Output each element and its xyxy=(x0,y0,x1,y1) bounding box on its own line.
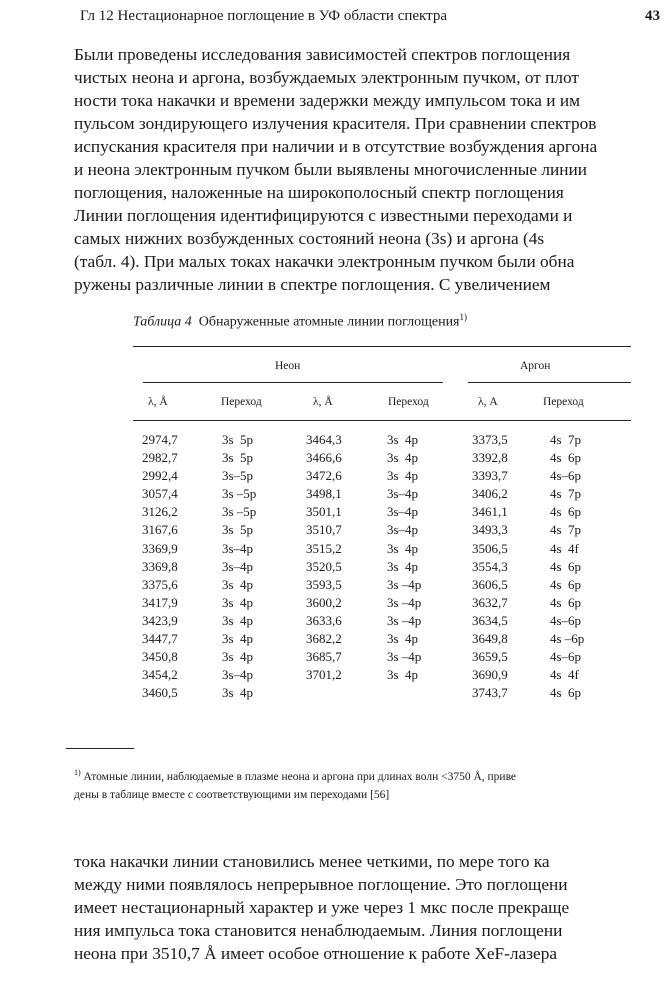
table-cell: 3s–4p xyxy=(387,486,419,502)
table-cell: 3s 4p xyxy=(222,576,254,592)
table-cell: 3s 4p xyxy=(387,450,419,466)
argon-lambda-column xyxy=(472,431,508,702)
table-cell: 3s –4p xyxy=(387,576,422,592)
table-cell: 3s 4p xyxy=(222,649,254,665)
table-cell: 3s 4p xyxy=(222,594,254,610)
page-number: 43 xyxy=(645,8,660,24)
table-caption xyxy=(133,312,467,331)
table-caption-text: Обнаруженные атомные линии поглощения xyxy=(198,314,460,330)
paragraph-bottom xyxy=(74,850,664,965)
table-cell: 3392,8 xyxy=(472,450,508,466)
table-cell: 3s 4p xyxy=(387,667,419,683)
table-cell: 3690,9 xyxy=(472,667,508,683)
table-cell: 3s–4p xyxy=(222,558,254,574)
table-cell: 3369,9 xyxy=(142,540,178,556)
table-cell: 3600,2 xyxy=(306,594,342,610)
footnote-text-1: Атомные линии, наблюдаемые в плазме неона и аргона при длинах волн <3750 Å, приве xyxy=(83,770,517,783)
table-cell: 4s 6p xyxy=(550,594,582,610)
table-cell: 4s 6p xyxy=(550,504,582,520)
table-cell: 4s 4f xyxy=(550,540,579,556)
table-cell: 3447,7 xyxy=(142,631,178,647)
argon-transition-column xyxy=(550,431,584,702)
table-cell: 4s 6p xyxy=(550,558,582,574)
table-cell: 4s–6p xyxy=(550,612,582,628)
table-cell: 3s –4p xyxy=(387,649,422,665)
argon-group-rule xyxy=(468,382,631,383)
table-cell: 4s–6p xyxy=(550,649,582,665)
footnote-line-2: дены в таблице вместе с соответствующими им переходами [56] xyxy=(74,788,390,801)
footnote-mark: 1) xyxy=(74,768,81,777)
paragraph-top xyxy=(74,43,664,296)
col-header-neon-transition-2: Переход xyxy=(388,396,429,408)
table-cell: 2992,4 xyxy=(142,468,178,484)
table-cell: 3s –4p xyxy=(387,612,422,628)
table-cell: 3417,9 xyxy=(142,594,178,610)
table-cell: 3510,7 xyxy=(306,522,342,538)
neon-lambda-column-2 xyxy=(306,431,342,684)
table-cell: 3s 5p xyxy=(222,450,254,466)
table-cell: 3s –5p xyxy=(222,504,257,520)
table-cell: 4s 6p xyxy=(550,576,582,592)
text-line: между ними появлялось непрерывное поглощение. Это поглощени xyxy=(74,875,568,894)
table-caption-note-mark: 1) xyxy=(459,312,467,322)
text-line: неона при 3510,7 Å имеет особое отношение к работе XeF-лазера xyxy=(74,944,558,963)
text-line: (табл. 4). При малых токах накачки электронным пучком были обна xyxy=(74,252,575,271)
neon-transition-column-1 xyxy=(222,431,256,702)
table-cell: 3s–4p xyxy=(222,540,254,556)
text-line: имеет нестационарный характер и уже через 1 мкс после прекраще xyxy=(74,898,570,917)
table-cell: 3520,5 xyxy=(306,558,342,574)
table-cell: 3682,2 xyxy=(306,631,342,647)
table-cell: 3685,7 xyxy=(306,649,342,665)
text-line: самых нижних возбужденных состояний неона (3s) и аргона (4s xyxy=(74,229,545,248)
table-cell: 2974,7 xyxy=(142,432,178,447)
text-line: ности тока накачки и времени задержки между импульсом тока и им xyxy=(74,91,581,110)
table-cell: 3s 4p xyxy=(387,540,419,556)
text-line: Линии поглощения идентифицируются с известными переходами и xyxy=(74,206,573,225)
table-cell: 3375,6 xyxy=(142,576,178,592)
table-header-rule xyxy=(133,420,631,421)
text-line: ния импульса тока становится ненаблюдаемым. Линия поглощени xyxy=(74,921,563,940)
table-cell: 3126,2 xyxy=(142,504,178,520)
table-cell: 3423,9 xyxy=(142,612,178,628)
table-top-rule xyxy=(133,346,631,347)
table-cell: 3466,6 xyxy=(306,450,342,466)
table-cell: 3s 4p xyxy=(387,468,419,484)
table-caption-label: Таблица 4 xyxy=(133,314,192,330)
table-cell: 3649,8 xyxy=(472,631,508,647)
text-line: пульсом зондирующего излучения красителя. При сравнении спектров xyxy=(74,114,597,133)
table-cell: 4s –6p xyxy=(550,631,585,647)
footnote-line-1 xyxy=(74,764,664,786)
col-header-argon-lambda: λ, A xyxy=(478,396,498,408)
table-cell: 3593,5 xyxy=(306,576,342,592)
table-cell: 3701,2 xyxy=(306,667,342,683)
table-cell: 3606,5 xyxy=(472,576,508,592)
text-line: испускания красителя при наличии и в отсутствие возбуждения аргона xyxy=(74,137,598,156)
table-cell: 4s 7p xyxy=(550,486,582,502)
table-cell: 3s 4p xyxy=(222,685,254,701)
table-cell: 3460,5 xyxy=(142,685,178,701)
table-cell: 4s–6p xyxy=(550,468,582,484)
table-cell: 3369,8 xyxy=(142,558,178,574)
text-line: поглощения, наложенные на широкополосный спектр поглощения xyxy=(74,183,564,202)
table-cell: 3634,5 xyxy=(472,612,508,628)
table-cell: 4s 7p xyxy=(550,432,582,447)
table-cell: 3s 5p xyxy=(222,522,254,538)
text-line: ружены различные линии в спектре поглощения. С увеличением xyxy=(74,275,551,294)
text-line: и неона электронным пучком были выявлены многочисленные линии xyxy=(74,160,588,179)
table-cell: 3s 4p xyxy=(222,631,254,647)
table-cell: 3s 4p xyxy=(387,631,419,647)
table-cell: 3461,1 xyxy=(472,504,508,520)
text-line: Были проведены исследования зависимостей спектров поглощения xyxy=(74,45,571,64)
table-cell: 3633,6 xyxy=(306,612,342,628)
table-cell: 3s –4p xyxy=(387,594,422,610)
footnote-separator xyxy=(66,748,134,749)
group-header-argon: Аргон xyxy=(520,360,551,372)
table-cell: 3406,2 xyxy=(472,486,508,502)
table-cell: 3s 4p xyxy=(387,432,419,447)
table-cell: 3501,1 xyxy=(306,504,342,520)
table-cell: 3632,7 xyxy=(472,594,508,610)
table-cell: 4s 7p xyxy=(550,522,582,538)
text-line: чистых неона и аргона, возбуждаемых электронным пучком, от плот xyxy=(74,68,579,87)
table-cell: 3057,4 xyxy=(142,486,178,502)
table-cell: 4s 4f xyxy=(550,667,579,683)
table-cell: 3393,7 xyxy=(472,468,508,484)
footnote xyxy=(74,764,664,804)
table-cell: 3s–5p xyxy=(222,468,254,484)
table-cell: 3373,5 xyxy=(472,432,508,447)
table-cell: 3498,1 xyxy=(306,486,342,502)
neon-transition-column-2 xyxy=(387,431,421,684)
table-cell: 3464,3 xyxy=(306,432,342,447)
col-header-argon-transition: Переход xyxy=(543,396,584,408)
table-cell: 4s 6p xyxy=(550,450,582,466)
table-cell: 3s–4p xyxy=(387,504,419,520)
col-header-neon-transition-1: Переход xyxy=(221,396,262,408)
group-header-neon: Неон xyxy=(275,360,301,372)
running-title: Гл 12 Нестационарное поглощение в УФ области спектра xyxy=(80,8,448,24)
table-cell: 3515,2 xyxy=(306,540,342,556)
table-cell: 3s 5p xyxy=(222,432,254,447)
table-cell: 3s –5p xyxy=(222,486,257,502)
table-cell: 3s 4p xyxy=(387,558,419,574)
table-cell: 3s–4p xyxy=(222,667,254,683)
table-cell: 3s–4p xyxy=(387,522,419,538)
table-cell: 2982,7 xyxy=(142,450,178,466)
text-line: тока накачки линии становились менее четкими, по мере того ка xyxy=(74,852,550,871)
table-cell: 3472,6 xyxy=(306,468,342,484)
table-cell: 3743,7 xyxy=(472,685,508,701)
table-cell: 3s 4p xyxy=(222,612,254,628)
table-cell: 3454,2 xyxy=(142,667,178,683)
table-cell: 3450,8 xyxy=(142,649,178,665)
table-cell: 3554,3 xyxy=(472,558,508,574)
col-header-neon-lambda-1: λ, Å xyxy=(148,396,168,408)
table-cell: 3506,5 xyxy=(472,540,508,556)
table-cell: 3493,3 xyxy=(472,522,508,538)
col-header-neon-lambda-2: λ, Å xyxy=(313,396,333,408)
table-cell: 4s 6p xyxy=(550,685,582,701)
table-cell: 3167,6 xyxy=(142,522,178,538)
table-cell: 3659,5 xyxy=(472,649,508,665)
neon-group-rule xyxy=(143,382,443,383)
neon-lambda-column-1 xyxy=(142,431,178,702)
